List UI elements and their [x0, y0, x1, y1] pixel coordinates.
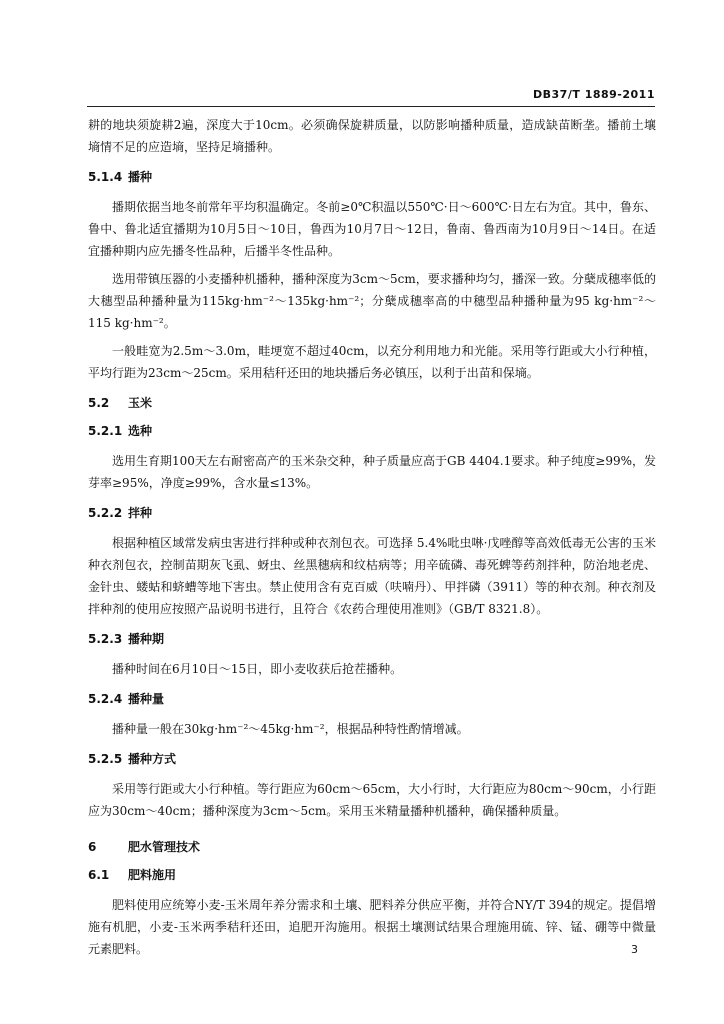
section-heading — [88, 750, 656, 768]
standard-code: DB37/T 1889-2011 — [533, 88, 655, 101]
paragraph: 播种量一般在30kg·hm⁻²～45kg·hm⁻²，根据品种特性酌情增减。 — [112, 722, 469, 736]
section-heading — [88, 690, 656, 708]
section-heading — [88, 504, 656, 522]
section-title: 播种方式 — [128, 752, 177, 766]
paragraph: 耕的地块须旋耕2遍，深度大于10cm。必须确保旋耕质量，以防影响播种质量，造成缺苗断垄。播前土壤墒情不足的应造墒，坚持足墒播种。 — [88, 118, 656, 154]
section-number: 5.2.2 — [88, 506, 123, 520]
section-heading — [88, 630, 656, 648]
section-number: 5.2 — [88, 396, 110, 410]
section-title: 选种 — [128, 424, 153, 438]
section-title: 播种量 — [128, 692, 165, 706]
paragraph: 根据种植区域常发病虫害进行拌种或种衣剂包衣。可选择 5.4%吡虫啉·戊唑醇等高效低毒无公害的玉米种衣剂包衣，控制苗期灰飞虱、蚜虫、丝黑穗病和纹枯病等；用辛硫磷、毒死蜱等药剂拌种，防治地老虎、金针虫、蝼蛄和蛴螬等地下害虫。禁止使用含有克百威（呋喃丹）、甲拌磷（3911）等的种衣剂。种衣剂及拌种剂的使用应按照产品说明书进行，且符合《农药合理使用准则》（GB/T 8321.8）。 — [88, 536, 656, 616]
section-title: 播种期 — [128, 632, 165, 646]
section-title: 拌种 — [128, 506, 153, 520]
document-body — [88, 114, 656, 966]
section-heading — [88, 168, 656, 186]
section-heading — [88, 866, 656, 884]
section-title: 肥料施用 — [128, 868, 177, 882]
paragraph: 一般畦宽为2.5m～3.0m，畦埂宽不超过40cm，以充分利用地力和光能。采用等行距或大小行种植，平均行距为23cm～25cm。采用秸秆还田的地块播后务必镇压，以利于出苗和保墒。 — [88, 344, 656, 380]
page-number: 3 — [631, 943, 638, 956]
header-divider — [87, 106, 655, 107]
paragraph: 选用生育期100天左右耐密高产的玉米杂交种，种子质量应高于GB 4404.1要求。种子纯度≥99%，发芽率≥95%，净度≥99%，含水量≤13%。 — [88, 454, 656, 490]
section-number: 6 — [88, 840, 97, 854]
paragraph: 播期依据当地冬前常年平均积温确定。冬前≥0℃积温以550℃·日～600℃·日左右为宜。其中，鲁东、鲁中、鲁北适宜播期为10月5日～10日，鲁西为10月7日～12日，鲁南、鲁西南为10月9日～14日。在适宜播种期内应先播冬性品种，后播半冬性品种。 — [88, 200, 656, 258]
section-number: 5.2.1 — [88, 424, 123, 438]
section-number: 5.2.4 — [88, 692, 123, 706]
section-title: 玉米 — [128, 396, 153, 410]
section-number: 5.2.3 — [88, 632, 123, 646]
section-number: 6.1 — [88, 868, 110, 882]
section-heading — [88, 838, 656, 856]
paragraph: 采用等行距或大小行种植。等行距应为60cm～65cm，大小行时，大行距应为80cm～90cm，小行距应为30cm～40cm；播种深度为3cm～5cm。采用玉米精量播种机播种，确保播种质量。 — [88, 782, 656, 818]
section-number: 5.2.5 — [88, 752, 123, 766]
paragraph: 肥料使用应统筹小麦-玉米周年养分需求和土壤、肥料养分供应平衡，并符合NY/T 394的规定。提倡增施有机肥，小麦-玉米两季秸秆还田，追肥开沟施用。根据土壤测试结果合理施用硫、锌、锰、硼等中微量元素肥料。 — [88, 898, 656, 956]
section-heading — [88, 394, 656, 412]
section-number: 5.1.4 — [88, 170, 123, 184]
paragraph: 播种时间在6月10日～15日，即小麦收获后抢茬播种。 — [112, 662, 403, 676]
paragraph: 选用带镇压器的小麦播种机播种，播种深度为3cm～5cm，要求播种均匀，播深一致。分蘖成穗率低的大穗型品种播种量为115kg·hm⁻²～135kg·hm⁻²；分蘖成穗率高的中穗型品种播种量为95 kg·hm⁻²～115 kg·hm⁻²。 — [88, 272, 656, 330]
section-title: 播种 — [128, 170, 153, 184]
section-heading — [88, 422, 656, 440]
section-title: 肥水管理技术 — [128, 840, 201, 854]
